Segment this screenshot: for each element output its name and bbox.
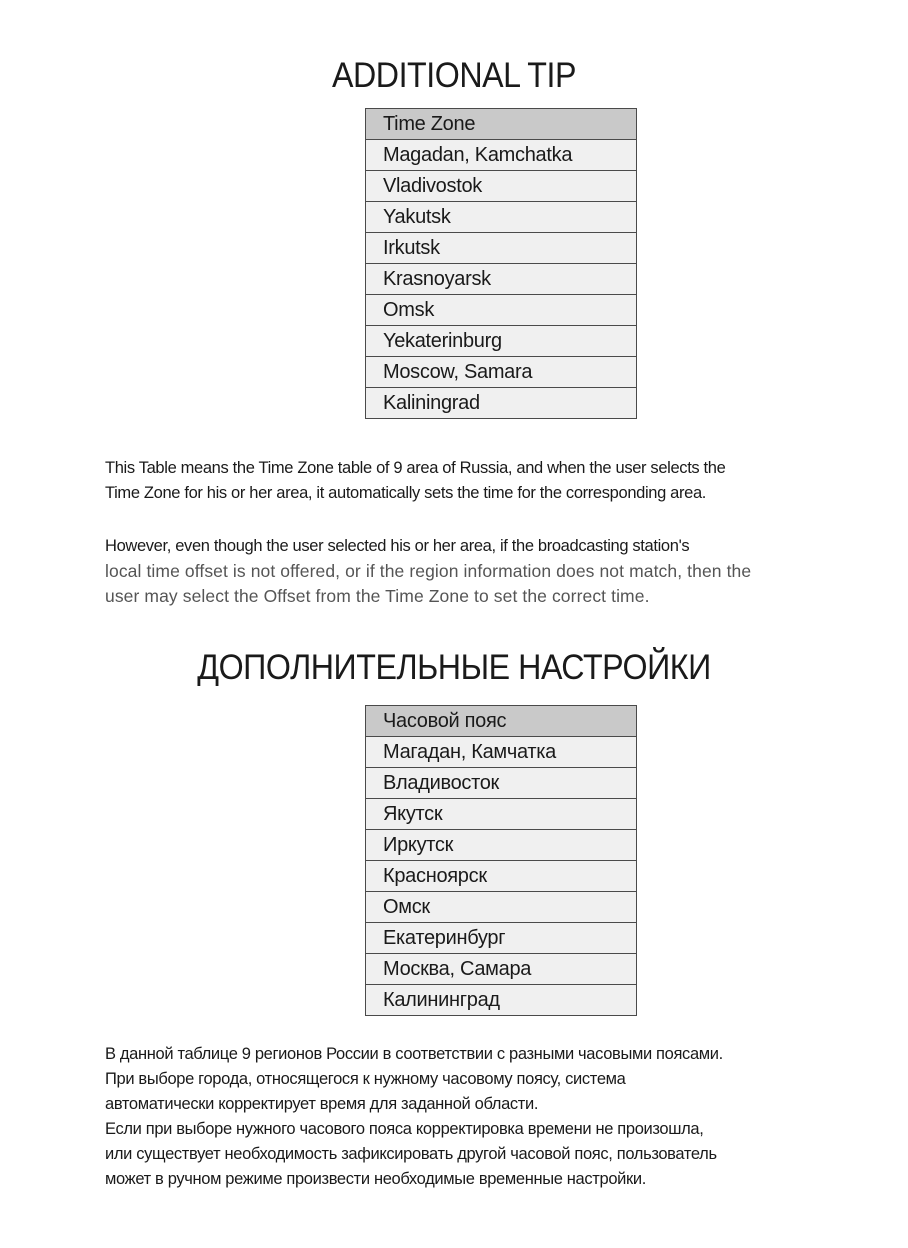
table-cell: Екатеринбург: [366, 923, 637, 954]
table-row: [366, 388, 637, 419]
text-line: может в ручном режиме произвести необходимые временные настройки.: [105, 1170, 646, 1188]
table-row: [366, 830, 637, 861]
table-row: [366, 171, 637, 202]
table-row: [366, 923, 637, 954]
table-row: [366, 799, 637, 830]
table-row: [366, 768, 637, 799]
table-row: [366, 264, 637, 295]
russian-heading: ДОПОЛНИТЕЛЬНЫЕ НАСТРОЙКИ: [197, 648, 711, 687]
table-cell: Yakutsk: [366, 202, 637, 233]
table-row: [366, 954, 637, 985]
table-cell: Kaliningrad: [366, 388, 637, 419]
text-line: This Table means the Time Zone table of 9 area of Russia, and when the user selects the: [105, 459, 726, 477]
text-line: Если при выборе нужного часового пояса корректировка времени не произошла,: [105, 1120, 704, 1138]
table-header-row: [366, 706, 637, 737]
russian-time-zone-table: [365, 705, 637, 1016]
table-cell: Владивосток: [366, 768, 637, 799]
table-cell: Vladivostok: [366, 171, 637, 202]
text-line: В данной таблице 9 регионов России в соответствии с разными часовыми поясами.: [105, 1045, 723, 1063]
table-cell: Magadan, Kamchatka: [366, 140, 637, 171]
table-row: [366, 861, 637, 892]
english-time-zone-table: [365, 108, 637, 419]
table-row: [366, 737, 637, 768]
table-row: [366, 892, 637, 923]
text-line: user may select the Offset from the Time Zone to set the correct time.: [105, 586, 650, 606]
table-cell: Магадан, Камчатка: [366, 737, 637, 768]
russian-paragraph: [105, 1042, 723, 1192]
english-paragraph-1: [105, 456, 725, 506]
table-row: [366, 357, 637, 388]
table-cell: Moscow, Samara: [366, 357, 637, 388]
table-row: [366, 326, 637, 357]
table-row: [366, 233, 637, 264]
table-row: [366, 140, 637, 171]
text-line: local time offset is not offered, or if the region information does not match, then the: [105, 561, 752, 581]
english-paragraph-2: [105, 534, 751, 609]
table-row: [366, 295, 637, 326]
table-row: [366, 202, 637, 233]
text-line: или существует необходимость зафиксировать другой часовой пояс, пользователь: [105, 1145, 717, 1163]
table-cell: Москва, Самара: [366, 954, 637, 985]
text-line: При выборе города, относящегося к нужному часовому поясу, система: [105, 1070, 626, 1088]
table-header-row: [366, 109, 637, 140]
table-cell: Irkutsk: [366, 233, 637, 264]
table-cell: Krasnoyarsk: [366, 264, 637, 295]
table-cell: Yekaterinburg: [366, 326, 637, 357]
english-heading: ADDITIONAL TIP: [331, 56, 577, 95]
table-cell: Иркутск: [366, 830, 637, 861]
text-line: автоматически корректирует время для заданной области.: [105, 1095, 539, 1113]
table-cell: Omsk: [366, 295, 637, 326]
table-cell: Омск: [366, 892, 637, 923]
table-row: [366, 985, 637, 1016]
table-cell: Якутск: [366, 799, 637, 830]
table-cell: Красноярск: [366, 861, 637, 892]
text-line: However, even though the user selected his or her area, if the broadcasting station's: [105, 537, 690, 555]
table-header-cell: Часовой пояс: [366, 706, 637, 737]
text-line: Time Zone for his or her area, it automatically sets the time for the corresponding area.: [105, 484, 707, 502]
table-cell: Калининград: [366, 985, 637, 1016]
table-header-cell: Time Zone: [366, 109, 637, 140]
